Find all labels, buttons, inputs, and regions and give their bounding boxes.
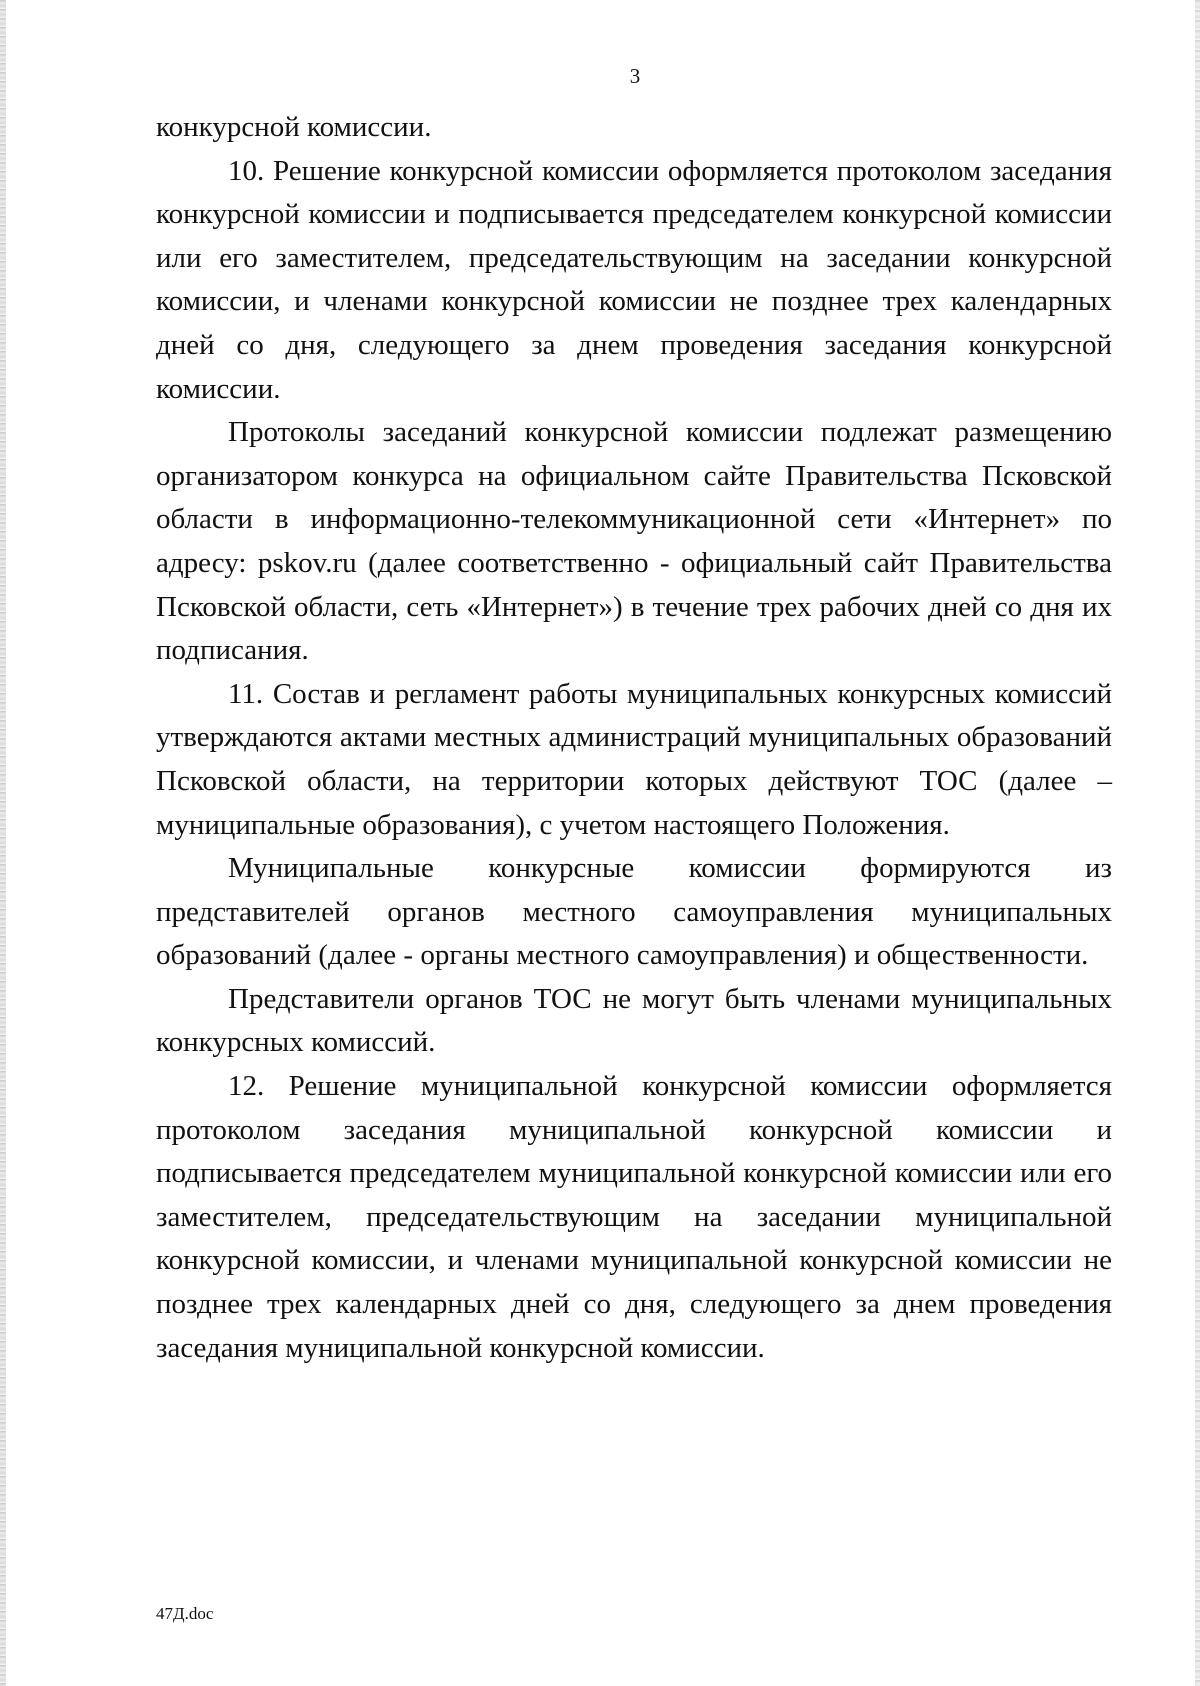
document-body [156, 106, 1112, 1370]
scan-edge-right [1195, 0, 1200, 1686]
paragraph-item-12: 12. Решение муниципальной конкурсной комиссии оформляется протоколом заседания муниципальной конкурсной комиссии и подписывается председателем муниципальной конкурсной комиссии или его заместителем, председательствующим на заседании муниципальной конкурсной комиссии, и членами муниципальной конкурсной комиссии не позднее трех календарных дней со дня, следующего за днем проведения заседания муниципальной конкурсной комиссии. [156, 1070, 1112, 1364]
paragraph-item-11: 11. Состав и регламент работы муниципальных конкурсных комиссий утверждаются актами местных администраций муниципальных образований Псковской области, на территории которых действуют ТОС (далее – муниципальные образования), с учетом настоящего Положения. [156, 677, 1112, 841]
paragraph-tos-representatives: Представители органов ТОС не могут быть членами муниципальных конкурсных комиссий. [156, 982, 1112, 1059]
footer-filename: 47Д.doc [156, 1604, 214, 1623]
paragraph-item-10: 10. Решение конкурсной комиссии оформляется протоколом заседания конкурсной комиссии и подписывается председателем конкурсной комиссии или его заместителем, председательствующим на заседании конкурсной комиссии, и членами конкурсной комиссии не позднее трех календарных дней со дня, следующего за днем проведения заседания конкурсной комиссии. [156, 154, 1112, 405]
scan-edge-left [0, 0, 6, 1686]
paragraph-commission-formation: Муниципальные конкурсные комиссии формируются из представителей органов местного самоуправления муниципальных образований (далее - органы местного самоуправления) и общественности. [156, 852, 1112, 972]
paragraph-protocols-publication: Протоколы заседаний конкурсной комиссии подлежат размещению организатором конкурса на официальном сайте Правительства Псковской области в информационно-телекоммуникационной сети «Интернет» по адресу: pskov.ru (далее соответственно - официальный сайт Правительства Псковской области, сеть «Интернет») в течение трех рабочих дней со дня их подписания. [156, 416, 1112, 667]
paragraph-continuation: конкурсной комиссии. [156, 111, 432, 143]
page-number: 3 [629, 64, 641, 88]
